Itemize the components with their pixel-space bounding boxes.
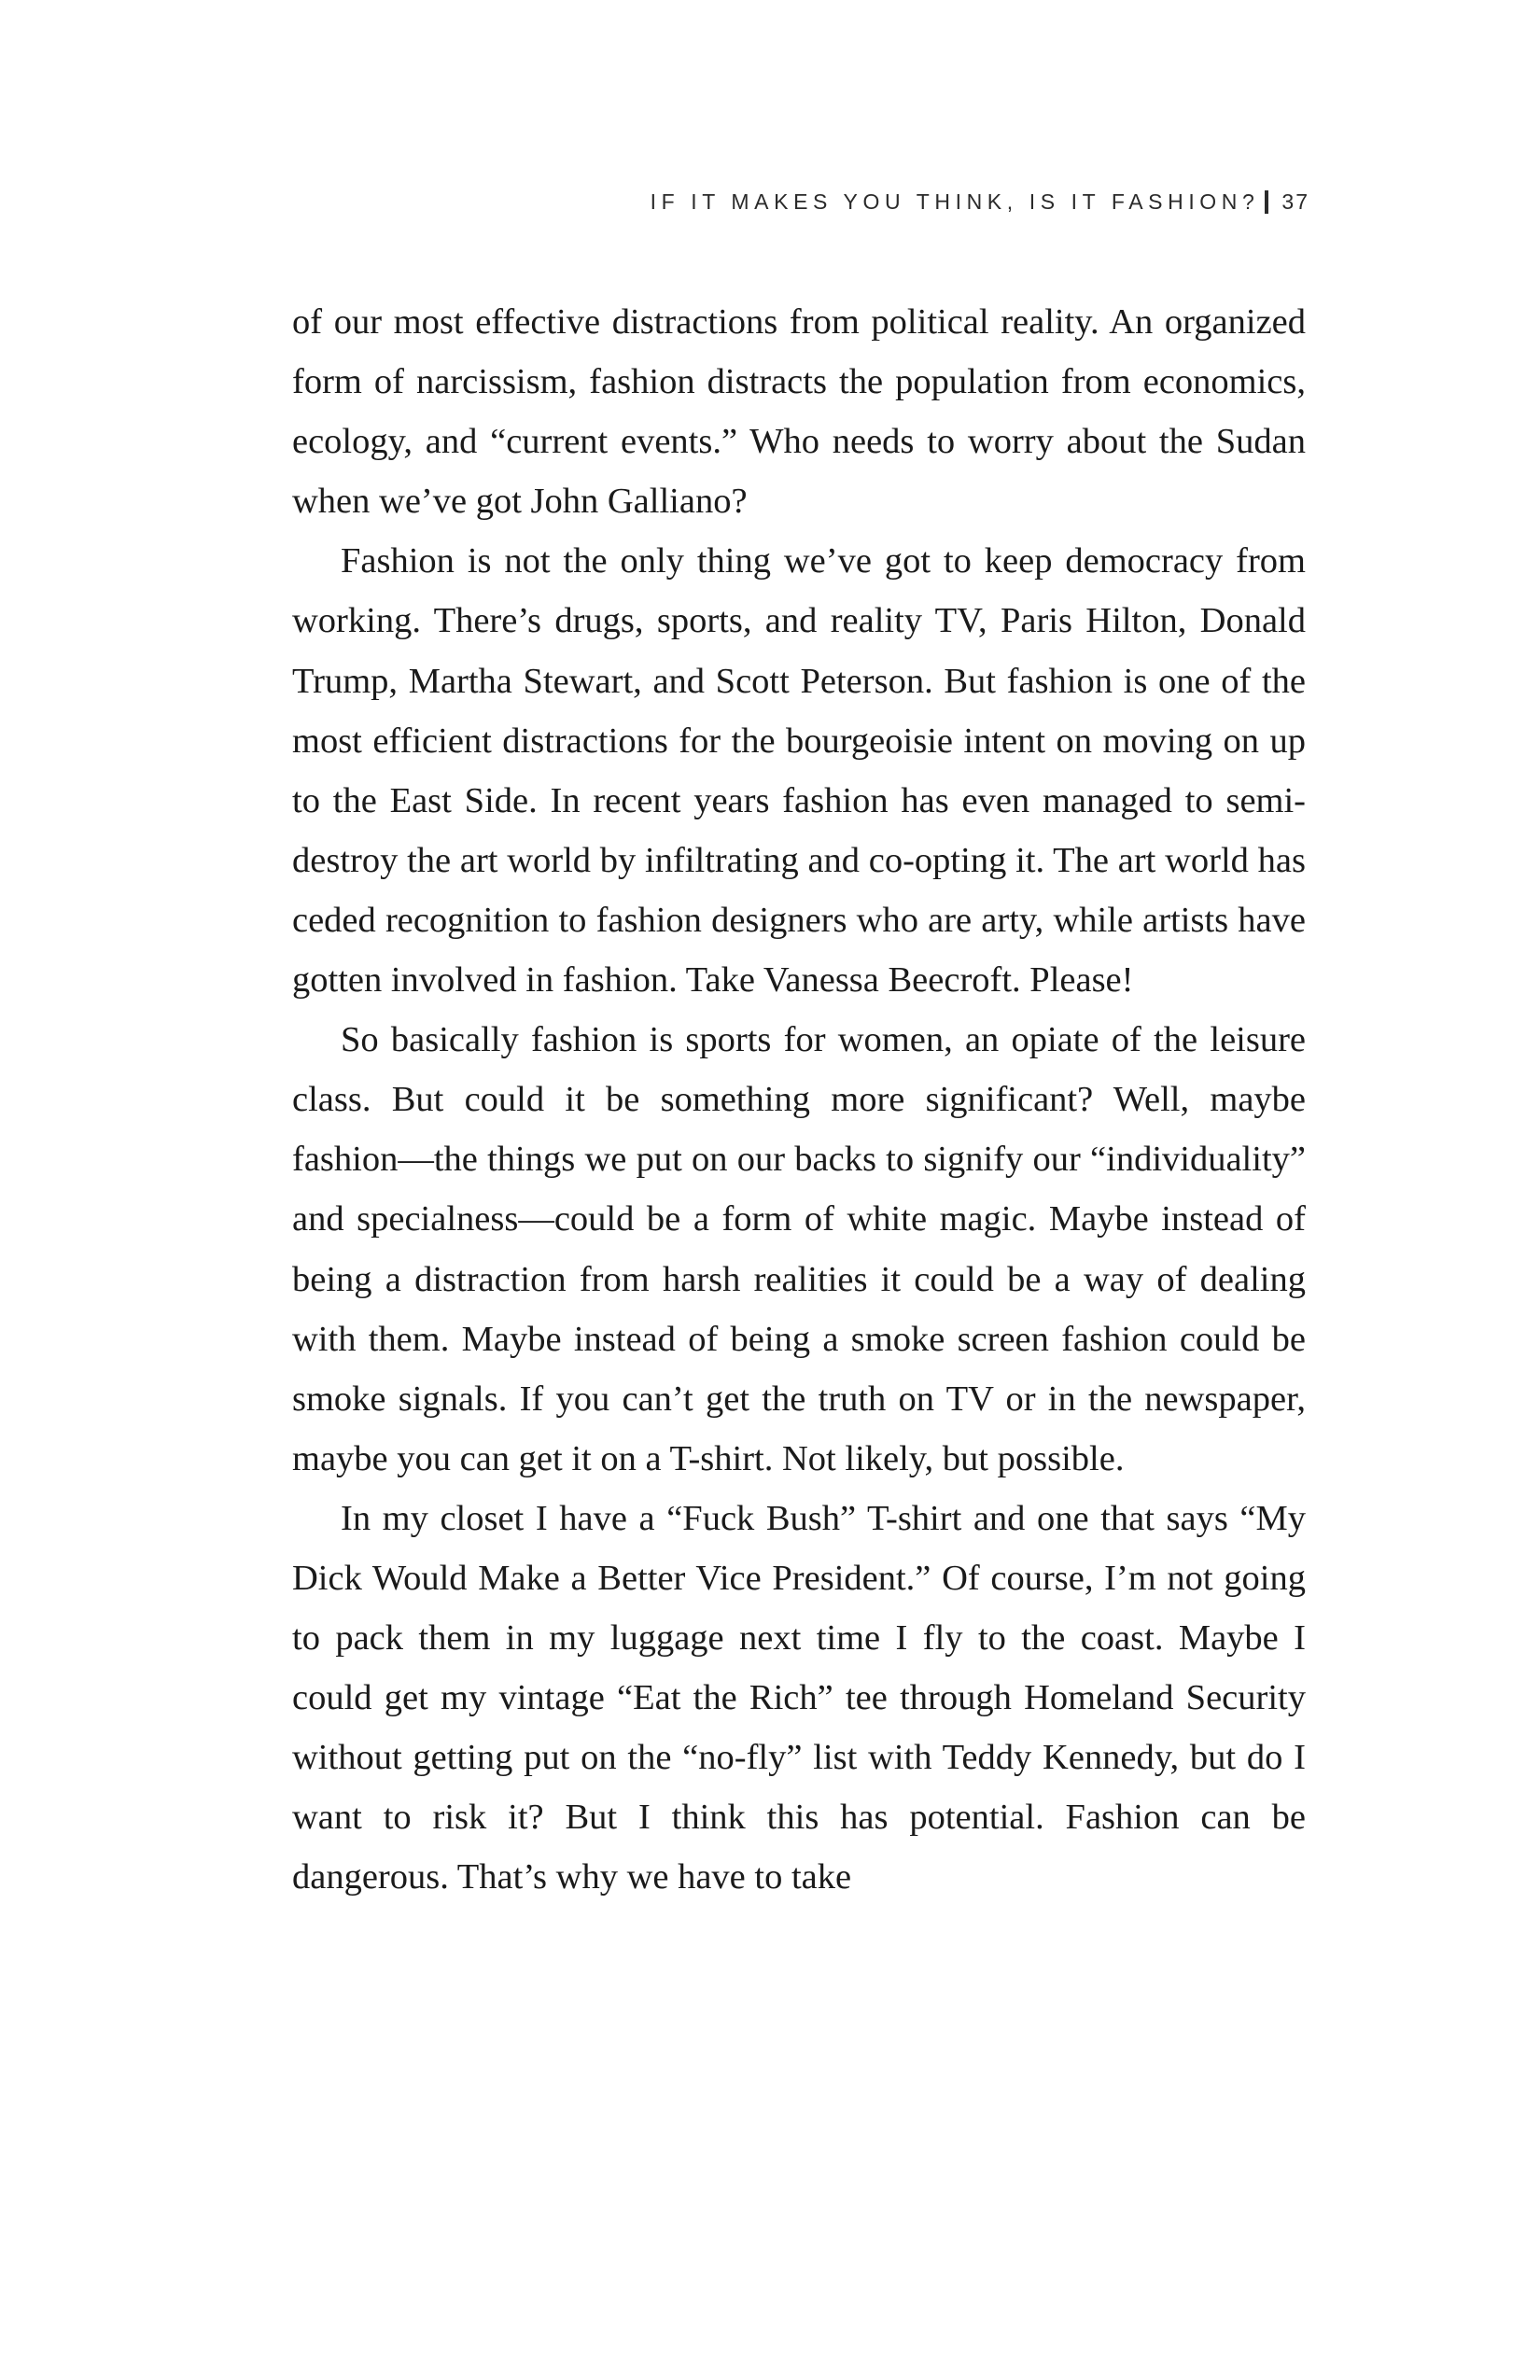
header-divider (1265, 190, 1268, 214)
paragraph: In my closet I have a “Fuck Bush” T-shirt and one that says “My Dick Would Make a Better Vice President.” Of course, I’m not going to pack them in my luggage next time I fly to the coast. Maybe I could get my vintage “Eat the Rich” tee through Homeland Security without getting put on the “no-fly” list with Teddy Kennedy, but do I want to risk it? But I think this has potential. Fashion can be dangerous. That’s why we have to take (292, 1498, 1306, 1897)
paragraph: So basically fashion is sports for women, an opiate of the leisure class. But could it be something more significant? Well, maybe fashion—the things we put on our backs to signify our “individuality” and specialness—could be a form of white magic. Maybe instead of being a distraction from harsh realities it could be a way of dealing with them. Maybe instead of being a smoke screen fashion could be smoke signals. If you can’t get the truth on TV or in the newspaper, maybe you can get it on a T-shirt. Not likely, but possible. (292, 1020, 1306, 1478)
body-text (292, 292, 1306, 1908)
page-number: 37 (1281, 189, 1309, 214)
paragraph-continued: of our most effective distractions from political reality. An organized form of narcissism, fashion distracts the population from economics, ecology, and “current events.” Who needs to worry about the Sudan when we’ve got John Galliano? (292, 302, 1306, 522)
running-title: IF IT MAKES YOU THINK, IS IT FASHION? (650, 189, 1260, 214)
running-head (651, 183, 1309, 220)
paragraph: Fashion is not the only thing we’ve got to keep democracy from working. There’s drugs, sports, and reality TV, Paris Hilton, Donald Trump, Martha Stewart, and Scott Peterson. But fashion is one of the most efficient distractions for the bourgeoisie intent on moving on up to the East Side. In recent years fashion has even managed to semi-destroy the art world by infiltrating and co-opting it. The art world has ceded recognition to fashion designers who are arty, while artists have gotten involved in fashion. Take Vanessa Beecroft. Please! (292, 541, 1306, 1001)
